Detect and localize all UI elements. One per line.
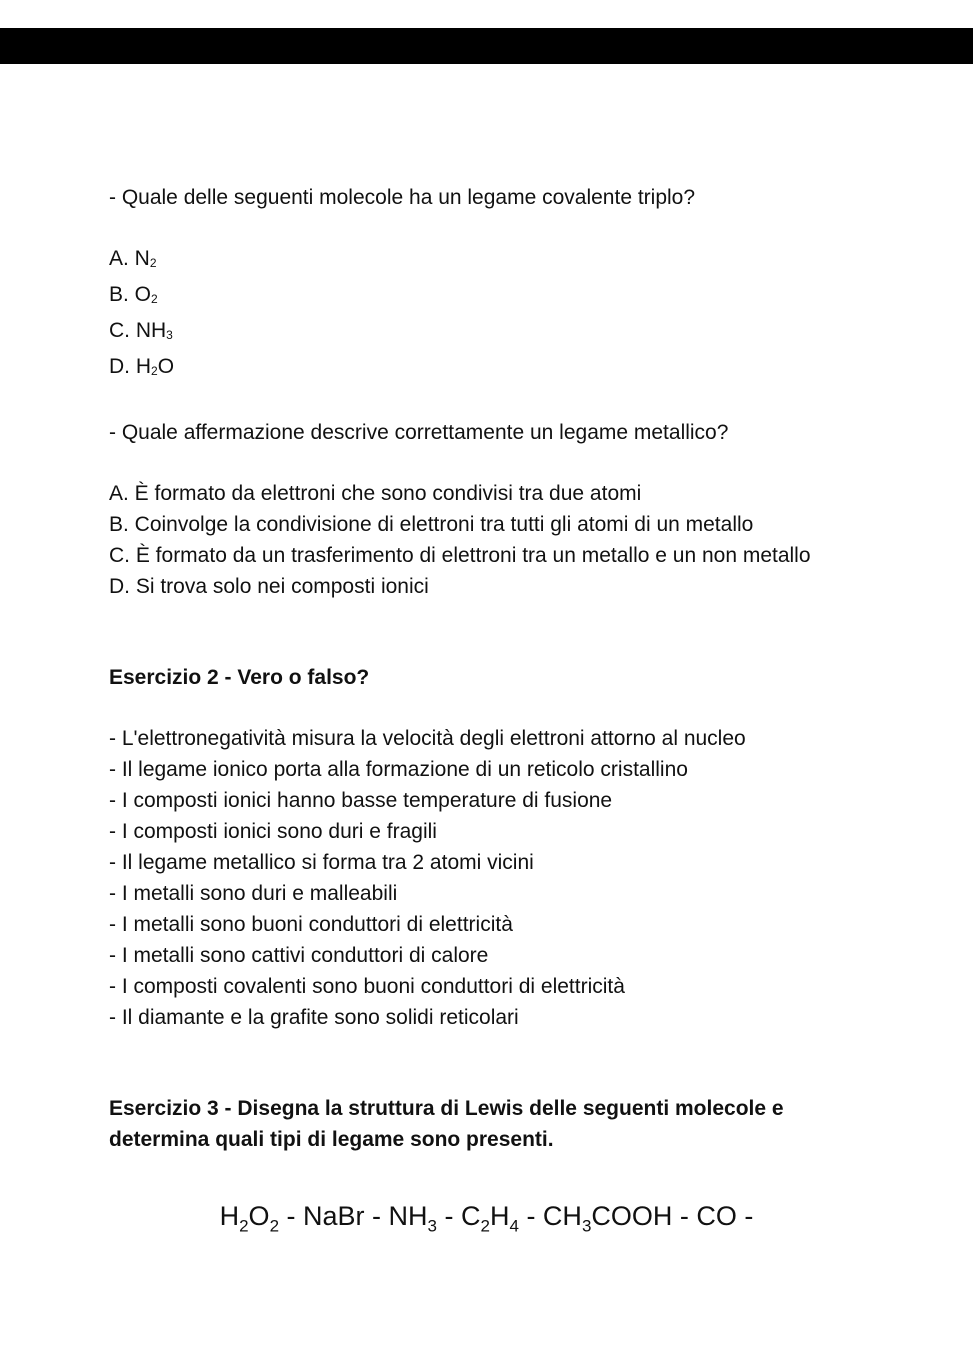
statement: - Il diamante e la grafite sono solidi reticolari [109,1006,519,1029]
statement: - Il legame ionico porta alla formazione di un reticolo cristallino [109,758,688,781]
question-1: - Quale delle seguenti molecole ha un legame covalente triplo? [109,186,696,209]
statement: - I metalli sono cattivi conduttori di calore [109,944,489,967]
statement: - I metalli sono duri e malleabili [109,882,398,905]
question-1-option-d: D. H2O [109,355,175,378]
question-1-option-a: A. N2 [109,247,157,270]
statement: - I metalli sono buoni conduttori di elettricità [109,913,513,936]
exercise-3-title: Esercizio 3 - Disegna la struttura di Lewis delle seguenti molecole e determina quali tipi di legame sono presenti. [109,1097,784,1151]
question-1-option-b: B. O2 [109,283,158,306]
statement: - I composti covalenti sono buoni conduttori di elettricità [109,975,625,998]
question-2-option-b: B. Coinvolge la condivisione di elettroni tra tutti gli atomi di un metallo [109,513,754,536]
question-2-options [109,478,909,602]
top-black-bar [0,28,973,64]
statement: - Il legame metallico si forma tra 2 atomi vicini [109,851,534,874]
statement: - I composti ionici sono duri e fragili [109,820,437,843]
molecule-formulas: $H_2O_2$ - NaBr - $NH_3 - C_2H_4$ - $CH_3COOH$ - CO - [219,1201,754,1236]
question-2-option-c: C. È formato da un trasferimento di elettroni tra un metallo e un non metallo [109,544,811,567]
question-2-option-d: D. Si trova solo nei composti ionici [109,575,429,598]
question-1-options [109,243,909,387]
exercise-2-statements [109,723,909,1033]
statement: - I composti ionici hanno basse temperature di fusione [109,789,613,812]
question-2: - Quale affermazione descrive correttamente un legame metallico? [109,421,729,444]
question-1-option-c: C. NH3 [109,319,173,342]
worksheet-content [109,182,909,1155]
exercise-2-title: Esercizio 2 - Vero o falso? [109,666,370,689]
question-2-option-a: A. È formato da elettroni che sono condivisi tra due atomi [109,482,642,505]
statement: - L'elettronegatività misura la velocità degli elettroni attorno al nucleo [109,727,746,750]
